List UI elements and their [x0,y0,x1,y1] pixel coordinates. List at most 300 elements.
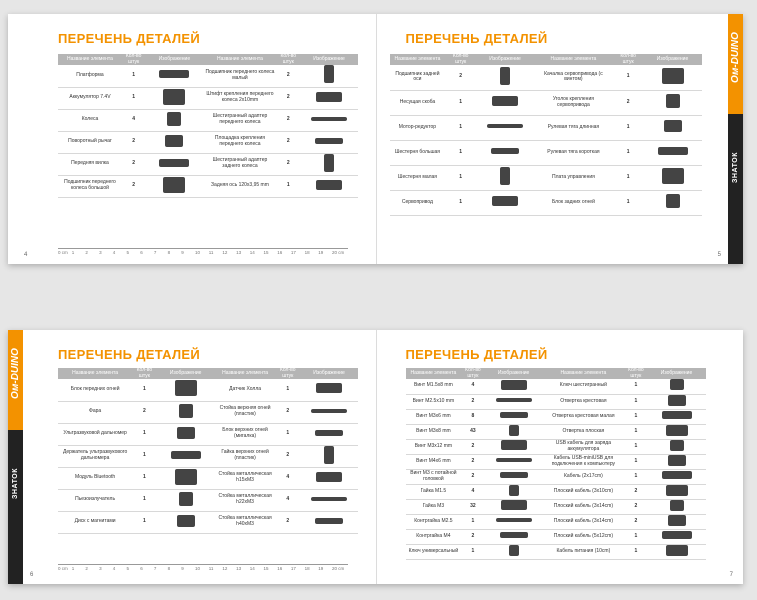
part-qty: 1 [445,165,476,190]
page-number: 4 [24,252,28,258]
part-image [648,424,706,439]
part-name: Контргайка M2.5 [406,514,462,529]
part-name: Несущая скоба [390,90,446,115]
part-qty: 32 [461,499,484,514]
part-qty: 2 [624,514,647,529]
page-title: ПЕРЕЧЕНЬ ДЕТАЛЕЙ [58,31,201,46]
parts-table [406,368,706,560]
ruler-tick-label: 9 [181,566,184,571]
part-image [648,544,706,559]
part-name: Уголок крепления сервопривода [534,90,613,115]
part-photo [167,112,181,126]
part-qty: 2 [275,511,300,533]
table-row [406,499,706,514]
table-row [390,165,702,190]
part-name: Кабель USB-miniUSB для подключения к компьютеру [543,454,625,469]
brand-subtitle: ЗНАТОК [732,152,739,183]
ruler-tick-label: 0 cm [58,250,68,255]
part-photo [501,380,527,390]
part-qty: 2 [277,65,300,87]
part-qty: 2 [461,454,484,469]
part-photo [662,411,692,419]
part-name: Мотор-редуктор [390,115,446,140]
part-image [145,131,203,153]
part-image [145,175,203,197]
part-image [157,445,215,467]
column-header-qty: Кол-во штук [461,368,484,379]
ruler-tick-label: 8 [167,250,171,255]
ruler-tick-label: 15 [263,566,269,571]
part-qty: 2 [461,394,484,409]
part-name: Площадка крепления переднего колеса [203,131,276,153]
part-photo [159,159,189,167]
part-qty: 8 [461,409,484,424]
table-row [406,484,706,499]
parts-table [58,54,358,198]
part-qty: 2 [277,153,300,175]
table-row [406,514,706,529]
table-row [406,469,706,484]
table-row [58,489,358,511]
table-row [406,439,706,454]
part-photo [509,485,519,496]
part-name: Контргайка M4 [406,529,462,544]
column-header-name: Название элемента [58,54,122,65]
part-name: Отвертка крестовая [543,394,625,409]
part-name: Задняя ось 120х3,95 mm [203,175,276,197]
ruler-tick-label: 19 [318,566,324,571]
part-qty: 2 [445,65,476,90]
table-row [58,65,358,87]
table-row [406,424,706,439]
part-image [300,489,358,511]
column-header-name: Название элемента [58,368,132,379]
column-header-image: Изображение [476,54,534,65]
part-name: Рулевая тяга длинная [534,115,613,140]
part-photo [670,440,684,451]
part-qty: 2 [132,401,156,423]
part-name: Датчик Холла [215,379,276,401]
part-qty: 2 [613,90,644,115]
part-photo [492,196,518,206]
part-photo [662,471,692,479]
ruler-tick-label: 19 [318,250,324,255]
part-qty: 4 [275,489,300,511]
page-5 [376,14,744,264]
part-image [476,90,534,115]
part-photo [666,425,688,436]
column-header-name: Название элемента [215,368,276,379]
part-name: Поворотный рычаг [58,131,122,153]
part-name: Колеса [58,109,122,131]
column-header-qty: Кол-во штук [132,368,156,379]
column-header-qty: Кол-во штук [624,368,647,379]
part-photo [500,412,528,418]
part-qty: 1 [122,87,145,109]
part-photo [311,409,347,413]
ruler-tick-label: 14 [249,566,255,571]
part-qty: 2 [624,484,647,499]
table-row [390,140,702,165]
ruler-tick-label: 7 [153,566,157,571]
part-image [485,439,543,454]
ruler-tick-label: 1 [71,250,75,255]
column-header-qty: Кол-во штук [122,54,145,65]
ruler [58,248,348,260]
part-photo [315,138,343,144]
part-name: Шестигранный адаптер заднего колеса [203,153,276,175]
column-header-image: Изображение [300,368,358,379]
part-name: Качалка сервопривода (с винтом) [534,65,613,90]
page-7 [376,330,744,584]
ruler-tick-label: 2 [85,250,88,255]
page-number: 7 [729,572,733,578]
part-name: Модуль Bluetooth [58,467,132,489]
page-4 [8,14,376,264]
part-photo [662,531,692,539]
part-photo [491,148,519,154]
part-qty: 1 [275,423,300,445]
column-header-image: Изображение [300,54,358,65]
part-qty: 1 [613,65,644,90]
part-photo [163,89,185,105]
part-name: Винт M2.5х10 mm [406,394,462,409]
ruler-tick-label: 3 [99,250,102,255]
part-photo [179,404,193,418]
part-image [648,454,706,469]
part-photo [311,117,347,121]
part-photo [487,124,523,128]
ruler-tick-label: 0 cm [58,566,68,571]
part-name: Гайка M1.5 [406,484,462,499]
part-photo [177,515,195,527]
ruler-tick-label: 4 [112,566,116,571]
part-image [300,401,358,423]
ruler-tick-label: 10 [195,566,201,571]
part-image [300,423,358,445]
part-image [648,499,706,514]
part-photo [316,180,342,190]
part-photo [662,68,684,84]
part-image [476,190,534,215]
column-header-qty: Кол-во штук [445,54,476,65]
brand-logo: Ом-DUINO [730,32,741,83]
part-photo [668,515,686,526]
column-header-image: Изображение [648,368,706,379]
part-qty: 1 [613,190,644,215]
part-image [476,65,534,90]
part-qty: 2 [461,439,484,454]
part-name: Плоский кабель (5х12cm) [543,529,625,544]
part-name: Гайка верхних огней (пластик) [215,445,276,467]
part-qty: 1 [132,467,156,489]
table-row [58,87,358,109]
table-row [390,115,702,140]
part-qty: 1 [132,423,156,445]
part-name: Блок верхних огней (мигалка) [215,423,276,445]
part-name: Плоский кабель (3х10cm) [543,484,625,499]
part-name: Блок передних огней [58,379,132,401]
ruler-tick-label: 10 [195,250,201,255]
column-header-image: Изображение [485,368,543,379]
ruler-tick-label: 9 [181,250,184,255]
part-name: Держатель ультразвукового дальномера [58,445,132,467]
table-row [58,109,358,131]
part-qty: 1 [624,379,647,394]
part-name: Сервопривод [390,190,446,215]
part-image [648,379,706,394]
part-name: Шестерня малая [390,165,446,190]
part-name: Отвертка крестовая малая [543,409,625,424]
part-photo [500,67,510,85]
part-photo [175,380,197,396]
table-row [390,190,702,215]
part-image [485,544,543,559]
part-photo [500,472,528,478]
part-image [644,190,702,215]
part-name: USB кабель для заряда аккумулятора [543,439,625,454]
part-name: Фара [58,401,132,423]
brand-subtitle: ЗНАТОК [12,468,19,499]
ruler-tick-label: 7 [153,250,157,255]
ruler-tick-label: 12 [222,250,228,255]
table-header [58,368,358,379]
part-name: Стойка металлическая h15xM3 [215,467,276,489]
page-6 [8,330,376,584]
part-qty: 1 [275,379,300,401]
part-name: Платформа [58,65,122,87]
brand-tab [728,14,743,264]
part-photo [179,492,193,506]
part-image [476,165,534,190]
part-qty: 2 [277,87,300,109]
part-qty: 1 [613,115,644,140]
part-name: Плоский кабель (3х14cm) [543,514,625,529]
part-image [145,65,203,87]
part-qty: 1 [624,394,647,409]
column-header-name: Название элемента [406,368,462,379]
part-photo [664,120,682,132]
column-header-qty: Кол-во штук [613,54,644,65]
table-row [58,175,358,197]
part-photo [668,395,686,406]
part-image [300,175,358,197]
ruler [58,564,348,576]
part-image [145,87,203,109]
ruler-tick-label: 6 [140,566,143,571]
part-name: Винт M1.5х8 mm [406,379,462,394]
part-qty: 4 [275,467,300,489]
table-row [406,544,706,559]
part-qty: 1 [624,409,647,424]
part-image [300,65,358,87]
part-qty: 1 [461,514,484,529]
part-photo [509,425,519,436]
part-name: Стойка металлическая h40xM3 [215,511,276,533]
ruler-tick-label: 20 cm [332,566,345,571]
part-photo [492,96,518,106]
part-name: Плоский кабель (3х14cm) [543,499,625,514]
part-image [300,379,358,401]
part-image [485,409,543,424]
part-photo [175,469,197,485]
ruler-tick-label: 16 [277,250,283,255]
table-row [58,131,358,153]
part-qty: 1 [445,190,476,215]
table-row [58,153,358,175]
part-image [476,140,534,165]
part-qty: 1 [445,140,476,165]
column-header-name: Название элемента [390,54,446,65]
ruler-tick-label: 18 [304,566,310,571]
part-photo [668,455,686,466]
part-photo [316,472,342,482]
part-image [476,115,534,140]
part-photo [658,147,688,155]
part-photo [177,427,195,439]
part-image [644,115,702,140]
ruler-tick-label: 15 [263,250,269,255]
part-qty: 2 [275,445,300,467]
ruler-tick-label: 13 [236,250,242,255]
part-image [648,484,706,499]
part-name: Винт M3х6 mm [406,409,462,424]
part-photo [500,532,528,538]
part-image [485,514,543,529]
page-number: 5 [717,252,721,258]
table-row [58,423,358,445]
column-header-qty: Кол-во штук [275,368,300,379]
ruler-tick-label: 20 cm [332,250,345,255]
part-qty: 2 [461,469,484,484]
part-qty: 1 [624,469,647,484]
part-qty: 1 [277,175,300,197]
part-image [300,511,358,533]
part-photo [666,94,680,108]
part-image [644,90,702,115]
ruler-tick-label: 6 [140,250,143,255]
table-row [58,511,358,533]
part-photo [501,440,527,450]
ruler-tick-label: 5 [126,566,130,571]
part-name: Винт M4х6 mm [406,454,462,469]
part-name: Штифт крепления переднего колеса 2х10mm [203,87,276,109]
column-header-name: Название элемента [534,54,613,65]
part-image [648,529,706,544]
part-qty: 43 [461,424,484,439]
ruler-tick-label: 18 [304,250,310,255]
part-qty: 1 [122,65,145,87]
page-title: ПЕРЕЧЕНЬ ДЕТАЛЕЙ [405,347,548,362]
part-photo [666,485,688,496]
page-title: ПЕРЕЧЕНЬ ДЕТАЛЕЙ [58,347,201,362]
ruler-tick-label: 12 [222,566,228,571]
part-image [485,424,543,439]
table-row [406,379,706,394]
part-name: Стойка металлическая h22xM3 [215,489,276,511]
column-header-name: Название элемента [203,54,276,65]
column-header-image: Изображение [157,368,215,379]
column-header-name: Название элемента [543,368,625,379]
table-row [58,401,358,423]
table-row [406,409,706,424]
part-name: Отвертка плоская [543,424,625,439]
part-qty: 1 [613,140,644,165]
part-qty: 4 [461,379,484,394]
part-name: Винт M3х8 mm [406,424,462,439]
part-qty: 1 [624,454,647,469]
part-photo [666,545,688,556]
part-photo [316,92,342,102]
part-name: Шестерня большая [390,140,446,165]
table-header [390,54,702,65]
part-qty: 2 [122,153,145,175]
part-photo [316,383,342,393]
part-name: Подшипник переднего колеса большой [58,175,122,197]
part-name: Блок задних огней [534,190,613,215]
table-row [406,529,706,544]
spread-top [8,14,743,264]
part-qty: 1 [624,424,647,439]
ruler-tick-label: 4 [112,250,116,255]
part-photo [496,398,532,402]
part-name: Ключ универсальный [406,544,462,559]
parts-table [58,368,358,534]
part-qty: 1 [624,439,647,454]
part-image [157,423,215,445]
ruler-tick-label: 5 [126,250,130,255]
part-image [300,153,358,175]
part-image [485,379,543,394]
ruler-tick-label: 2 [85,566,88,571]
part-name: Стойка верхняя огней (пластик) [215,401,276,423]
part-image [648,409,706,424]
part-name: Плата управления [534,165,613,190]
part-image [644,165,702,190]
part-photo [500,167,510,185]
spread-bottom [8,330,743,584]
part-qty: 1 [445,90,476,115]
ruler-tick-label: 11 [208,250,214,255]
part-photo [311,497,347,501]
part-photo [501,500,527,510]
part-qty: 1 [624,529,647,544]
brand-tab [8,330,23,584]
part-qty: 1 [461,544,484,559]
part-image [485,454,543,469]
part-qty: 1 [132,445,156,467]
page-title: ПЕРЕЧЕНЬ ДЕТАЛЕЙ [405,31,548,46]
part-name: Кабель питания (10cm) [543,544,625,559]
part-qty: 2 [461,529,484,544]
table-row [58,467,358,489]
table-row [406,454,706,469]
part-image [157,467,215,489]
part-qty: 1 [132,379,156,401]
table-row [58,445,358,467]
table-row [390,90,702,115]
part-name: Диск с магнитами [58,511,132,533]
part-name: Аккумулятор 7.4V [58,87,122,109]
part-qty: 2 [624,499,647,514]
part-photo [662,168,684,184]
part-name: Ультразвуковой дальномер [58,423,132,445]
table-row [390,65,702,90]
table-row [58,379,358,401]
part-qty: 1 [624,544,647,559]
part-image [648,514,706,529]
part-qty: 2 [122,175,145,197]
